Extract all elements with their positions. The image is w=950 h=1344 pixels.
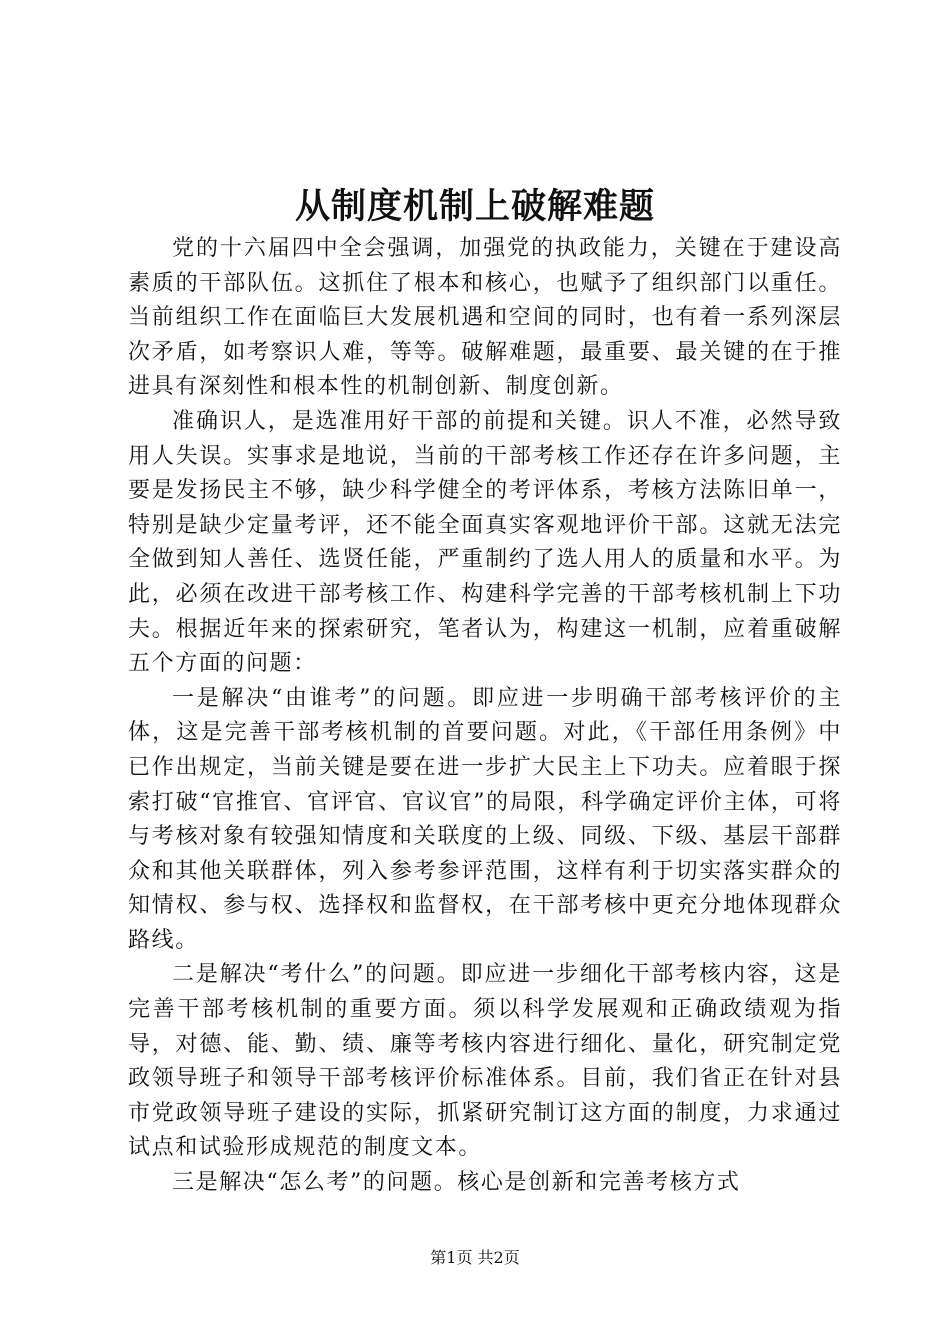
document-body (128, 232, 842, 1201)
document-title: 从制度机制上破解难题 (294, 187, 655, 227)
paragraph-what-to-evaluate: 二是解决“考什么”的问题。即应进一步细化干部考核内容，这是完善干部考核机制的重要方面。须以科学发展观和正确政绩观为指导，对德、能、勤、绩、廉等考核内容进行细化、量化，研究制定党政领导班子和领导干部考核评价标准体系。目前，我们省正在针对县市党政领导班子建设的实际，抓紧研究制订这方面的制度，力求通过试点和试验形成规范的制度文本。 (128, 962, 842, 1161)
paragraph-accurate-assessment: 准确识人，是选准用好干部的前提和关键。识人不准，必然导致用人失误。实事求是地说，当前的干部考核工作还存在许多问题，主要是发扬民主不够，缺少科学健全的考评体系，考核方法陈旧单一，特别是缺少定量考评，还不能全面真实客观地评价干部。这就无法完全做到知人善任、选贤任能，严重制约了选人用人的质量和水平。为此，必须在改进干部考核工作、构建科学完善的干部考核机制上下功夫。根据近年来的探索研究，笔者认为，构建这一机制，应着重破解五个方面的问题： (128, 408, 842, 677)
page-number-footer: 第1页 共2页 (430, 1248, 520, 1267)
paragraph-intro: 党的十六届四中全会强调，加强党的执政能力，关键在于建设高素质的干部队伍。这抓住了根本和核心，也赋予了组织部门以重任。当前组织工作在面临巨大发展机遇和空间的同时，也有着一系列深层次矛盾，如考察识人难，等等。破解难题，最重要、最关键的在于推进具有深刻性和根本性的机制创新、制度创新。 (128, 236, 842, 400)
paragraph-who-evaluates: 一是解决“由谁考”的问题。即应进一步明确干部考核评价的主体，这是完善干部考核机制的首要问题。对此，《干部任用条例》中已作出规定，当前关键是要在进一步扩大民主上下功夫。应着眼于探索打破“官推官、官评官、官议官”的局限，科学确定评价主体，可将与考核对象有较强知情度和关联度的上级、同级、下级、基层干部群众和其他关联群体，列入参考参评范围，这样有利于切实落实群众的知情权、参与权、选择权和监督权，在干部考核中更充分地体现群众路线。 (128, 685, 842, 953)
paragraph-how-to-evaluate: 三是解决“怎么考”的问题。核心是创新和完善考核方式 (172, 1170, 741, 1196)
